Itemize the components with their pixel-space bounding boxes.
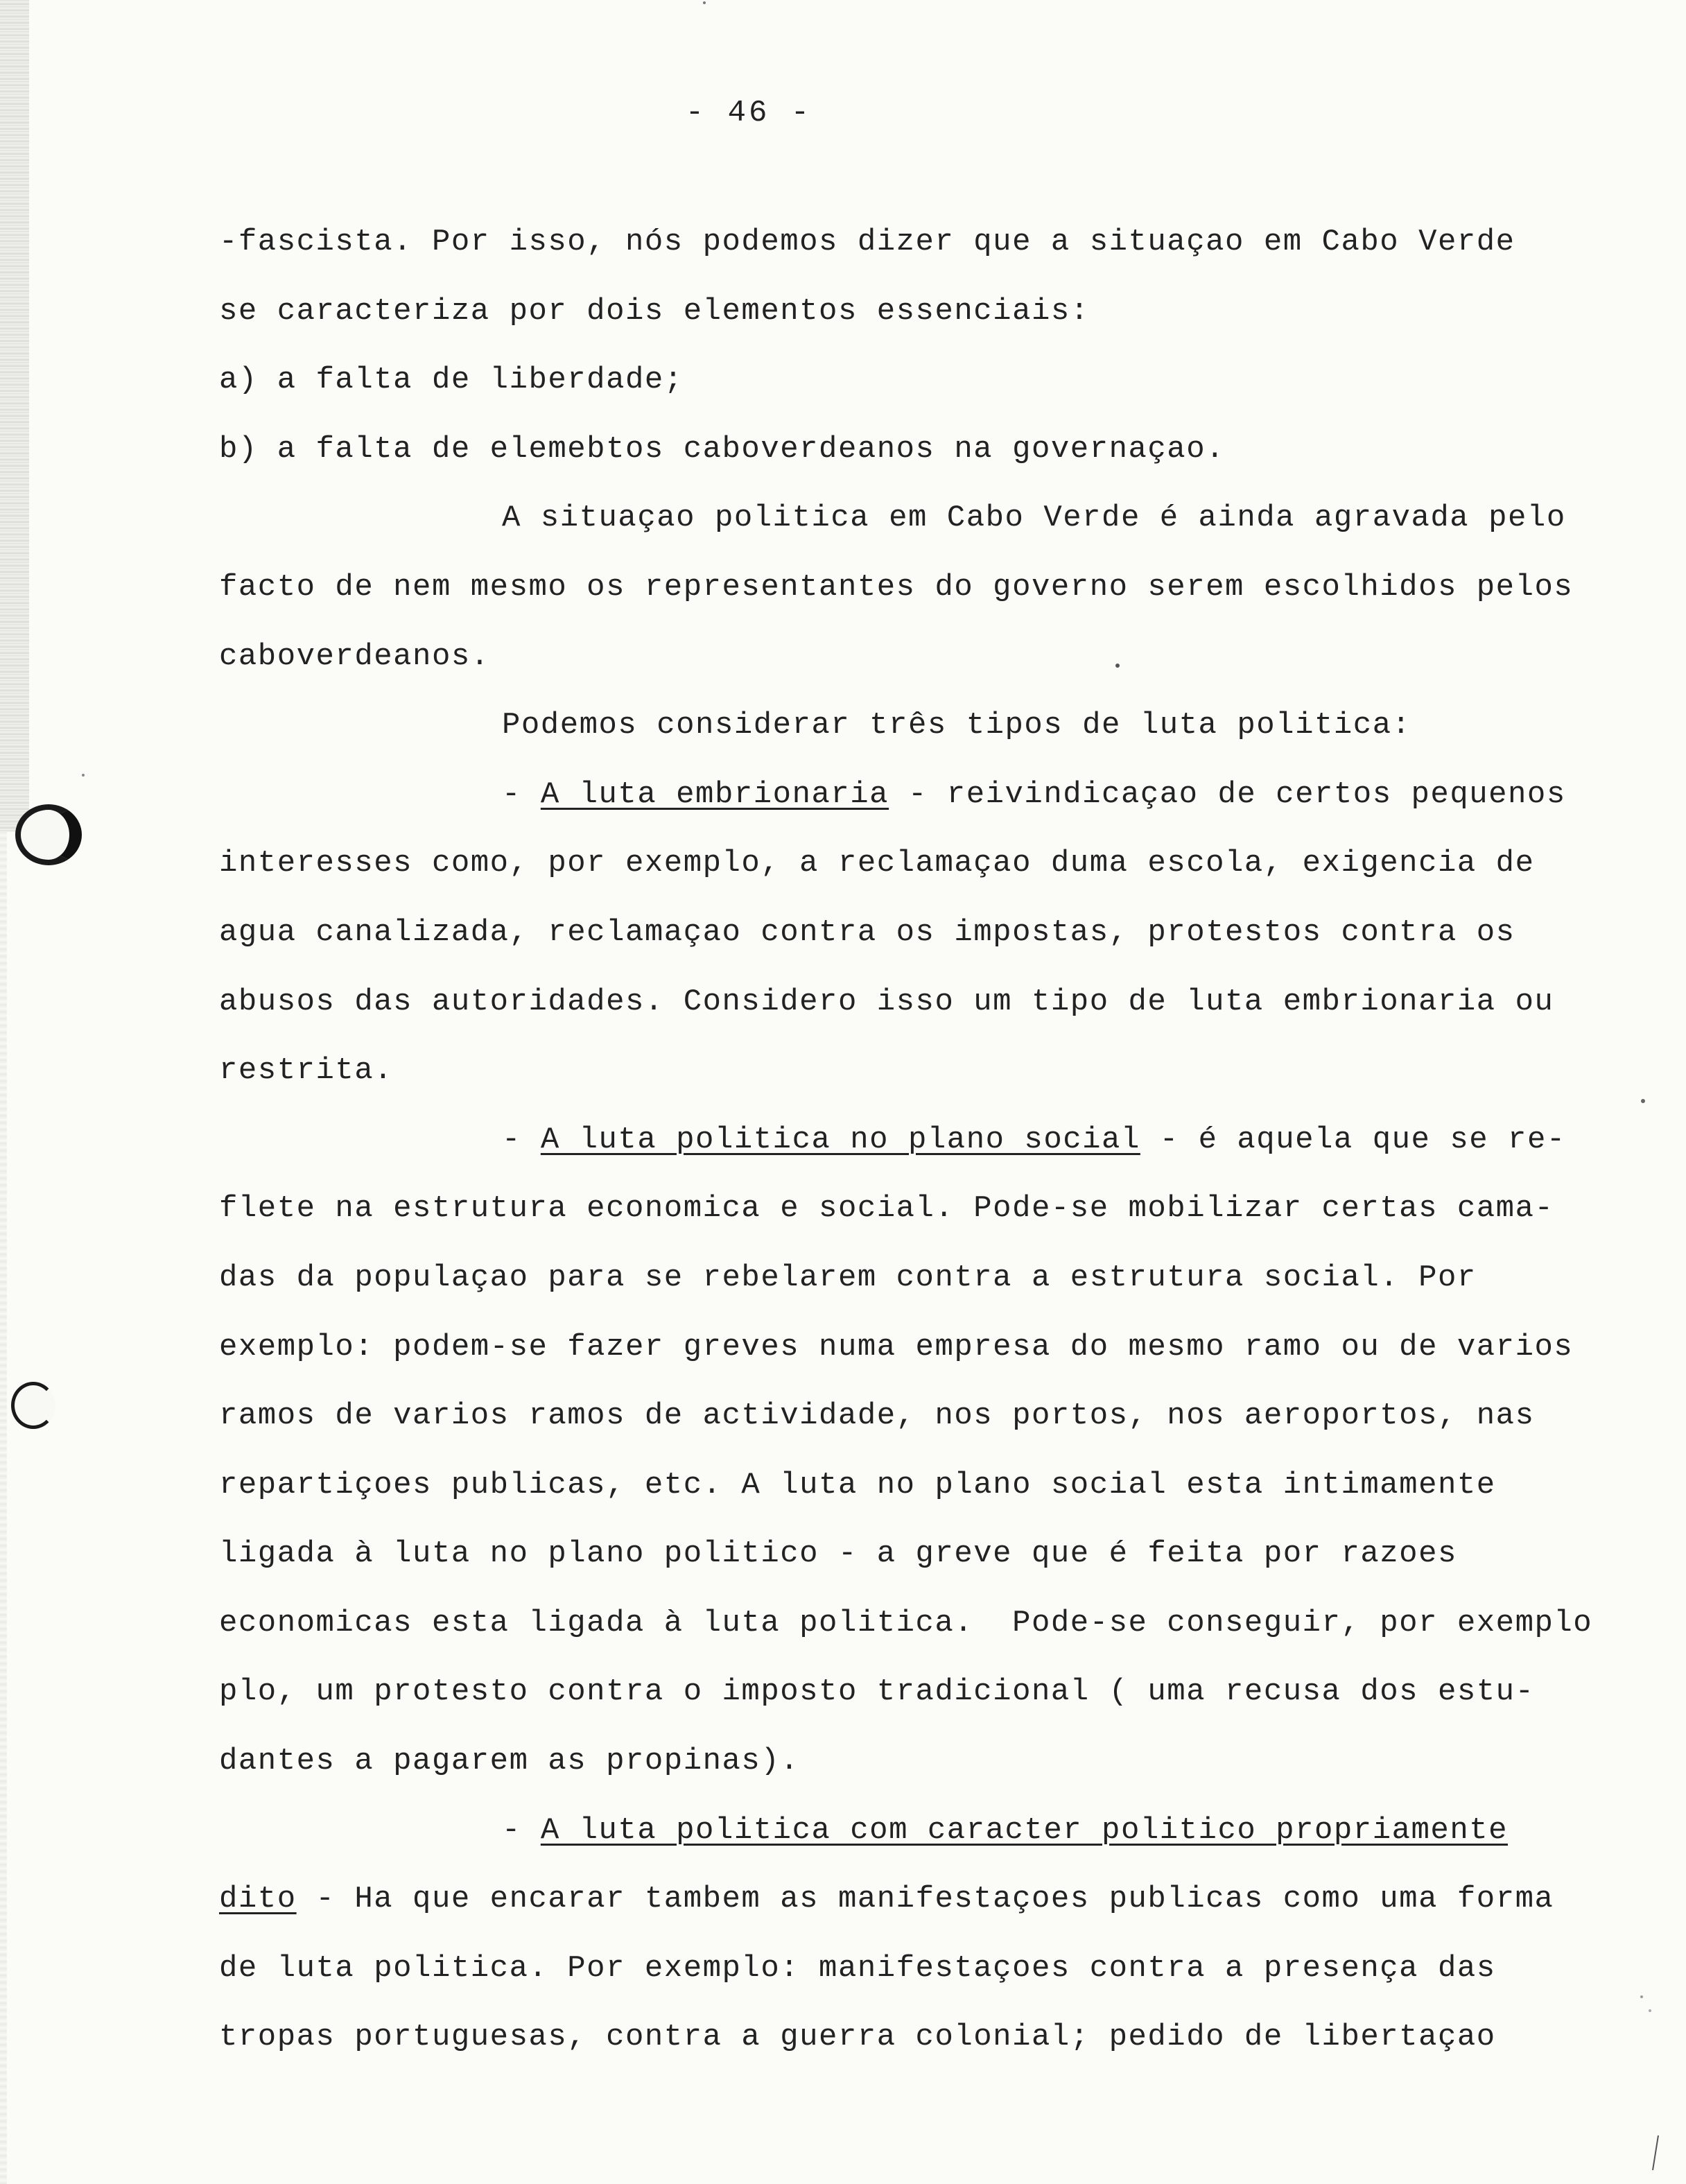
body-text <box>219 208 1654 2072</box>
text-line: flete na estrutura economica e social. Pode-se mobilizar certas cama- <box>219 1191 1554 1227</box>
line-prefix: - <box>502 1812 541 1848</box>
text-line: -fascista. Por isso, nós podemos dizer que a situaçao em Cabo Verde <box>219 225 1515 259</box>
text-line <box>219 1106 1654 1175</box>
scan-edge-shadow-lower <box>0 832 7 2184</box>
text-line: agua canalizada, reclamaçao contra os impostas, protestos contra os <box>219 915 1515 950</box>
text-line <box>219 761 1654 830</box>
text-line: a) a falta de liberdade; <box>219 363 684 398</box>
text-line: restrita. <box>219 1053 394 1089</box>
line-text: - Ha que encarar tambem as manifestaçoes publicas como uma forma <box>296 1882 1554 1917</box>
underlined-heading: dito <box>219 1882 297 1917</box>
text-line: Podemos considerar três tipos de luta politica: <box>502 708 1411 743</box>
line-prefix: - <box>502 777 541 812</box>
underlined-heading: A luta politica com caracter politico propriamente <box>540 1812 1509 1848</box>
page-number: - 46 - <box>685 96 812 130</box>
text-line: ligada à luta no plano politico - a greve que é feita por razoes <box>219 1536 1457 1572</box>
text-line: facto de nem mesmo os representantes do governo serem escolhidos pelos <box>219 569 1574 605</box>
punch-hole-lower <box>11 1382 55 1429</box>
text-line: caboverdeanos. <box>219 639 490 674</box>
underlined-heading: A luta embrionaria <box>540 777 889 812</box>
text-line: economicas esta ligada à luta politica. Pode-se conseguir, por exemplo <box>219 1605 1593 1640</box>
text-line: se caracteriza por dois elementos essenciais: <box>219 293 1090 329</box>
text-line: de luta politica. Por exemplo: manifestaçoes contra a presença das <box>219 1950 1496 1986</box>
text-line: exemplo: podem-se fazer greves numa empresa do mesmo ramo ou de varios <box>219 1329 1574 1364</box>
text-line <box>219 1796 1654 1866</box>
text-line: das da populaçao para se rebelarem contra a estrutura social. Por <box>219 1260 1477 1295</box>
underlined-heading: A luta politica no plano social <box>540 1122 1140 1157</box>
text-line: interesses como, por exemplo, a reclamaçao duma escola, exigencia de <box>219 846 1535 881</box>
text-line: A situaçao politica em Cabo Verde é ainda agravada pelo <box>502 501 1566 536</box>
text-line: ramos de varios ramos de actividade, nos portos, nos aeroportos, nas <box>219 1398 1535 1434</box>
text-line: dantes a pagarem as propinas). <box>219 1744 800 1779</box>
text-line: plo, um protesto contra o imposto tradicional ( uma recusa dos estu- <box>219 1674 1535 1710</box>
text-line: tropas portuguesas, contra a guerra colonial; pedido de libertaçao <box>219 2020 1496 2055</box>
text-line <box>219 1865 1654 1934</box>
punch-hole-upper <box>15 804 82 865</box>
text-line: repartiçoes publicas, etc. A luta no plano social esta intimamente <box>219 1467 1496 1502</box>
line-prefix: - <box>502 1122 541 1157</box>
line-text: - reivindicaçao de certos pequenos <box>889 777 1566 812</box>
text-line: b) a falta de elemebtos caboverdeanos na governaçao. <box>219 431 1226 467</box>
text-line: abusos das autoridades. Considero isso um tipo de luta embrionaria ou <box>219 984 1554 1019</box>
line-text: - é aquela que se re- <box>1140 1122 1566 1157</box>
